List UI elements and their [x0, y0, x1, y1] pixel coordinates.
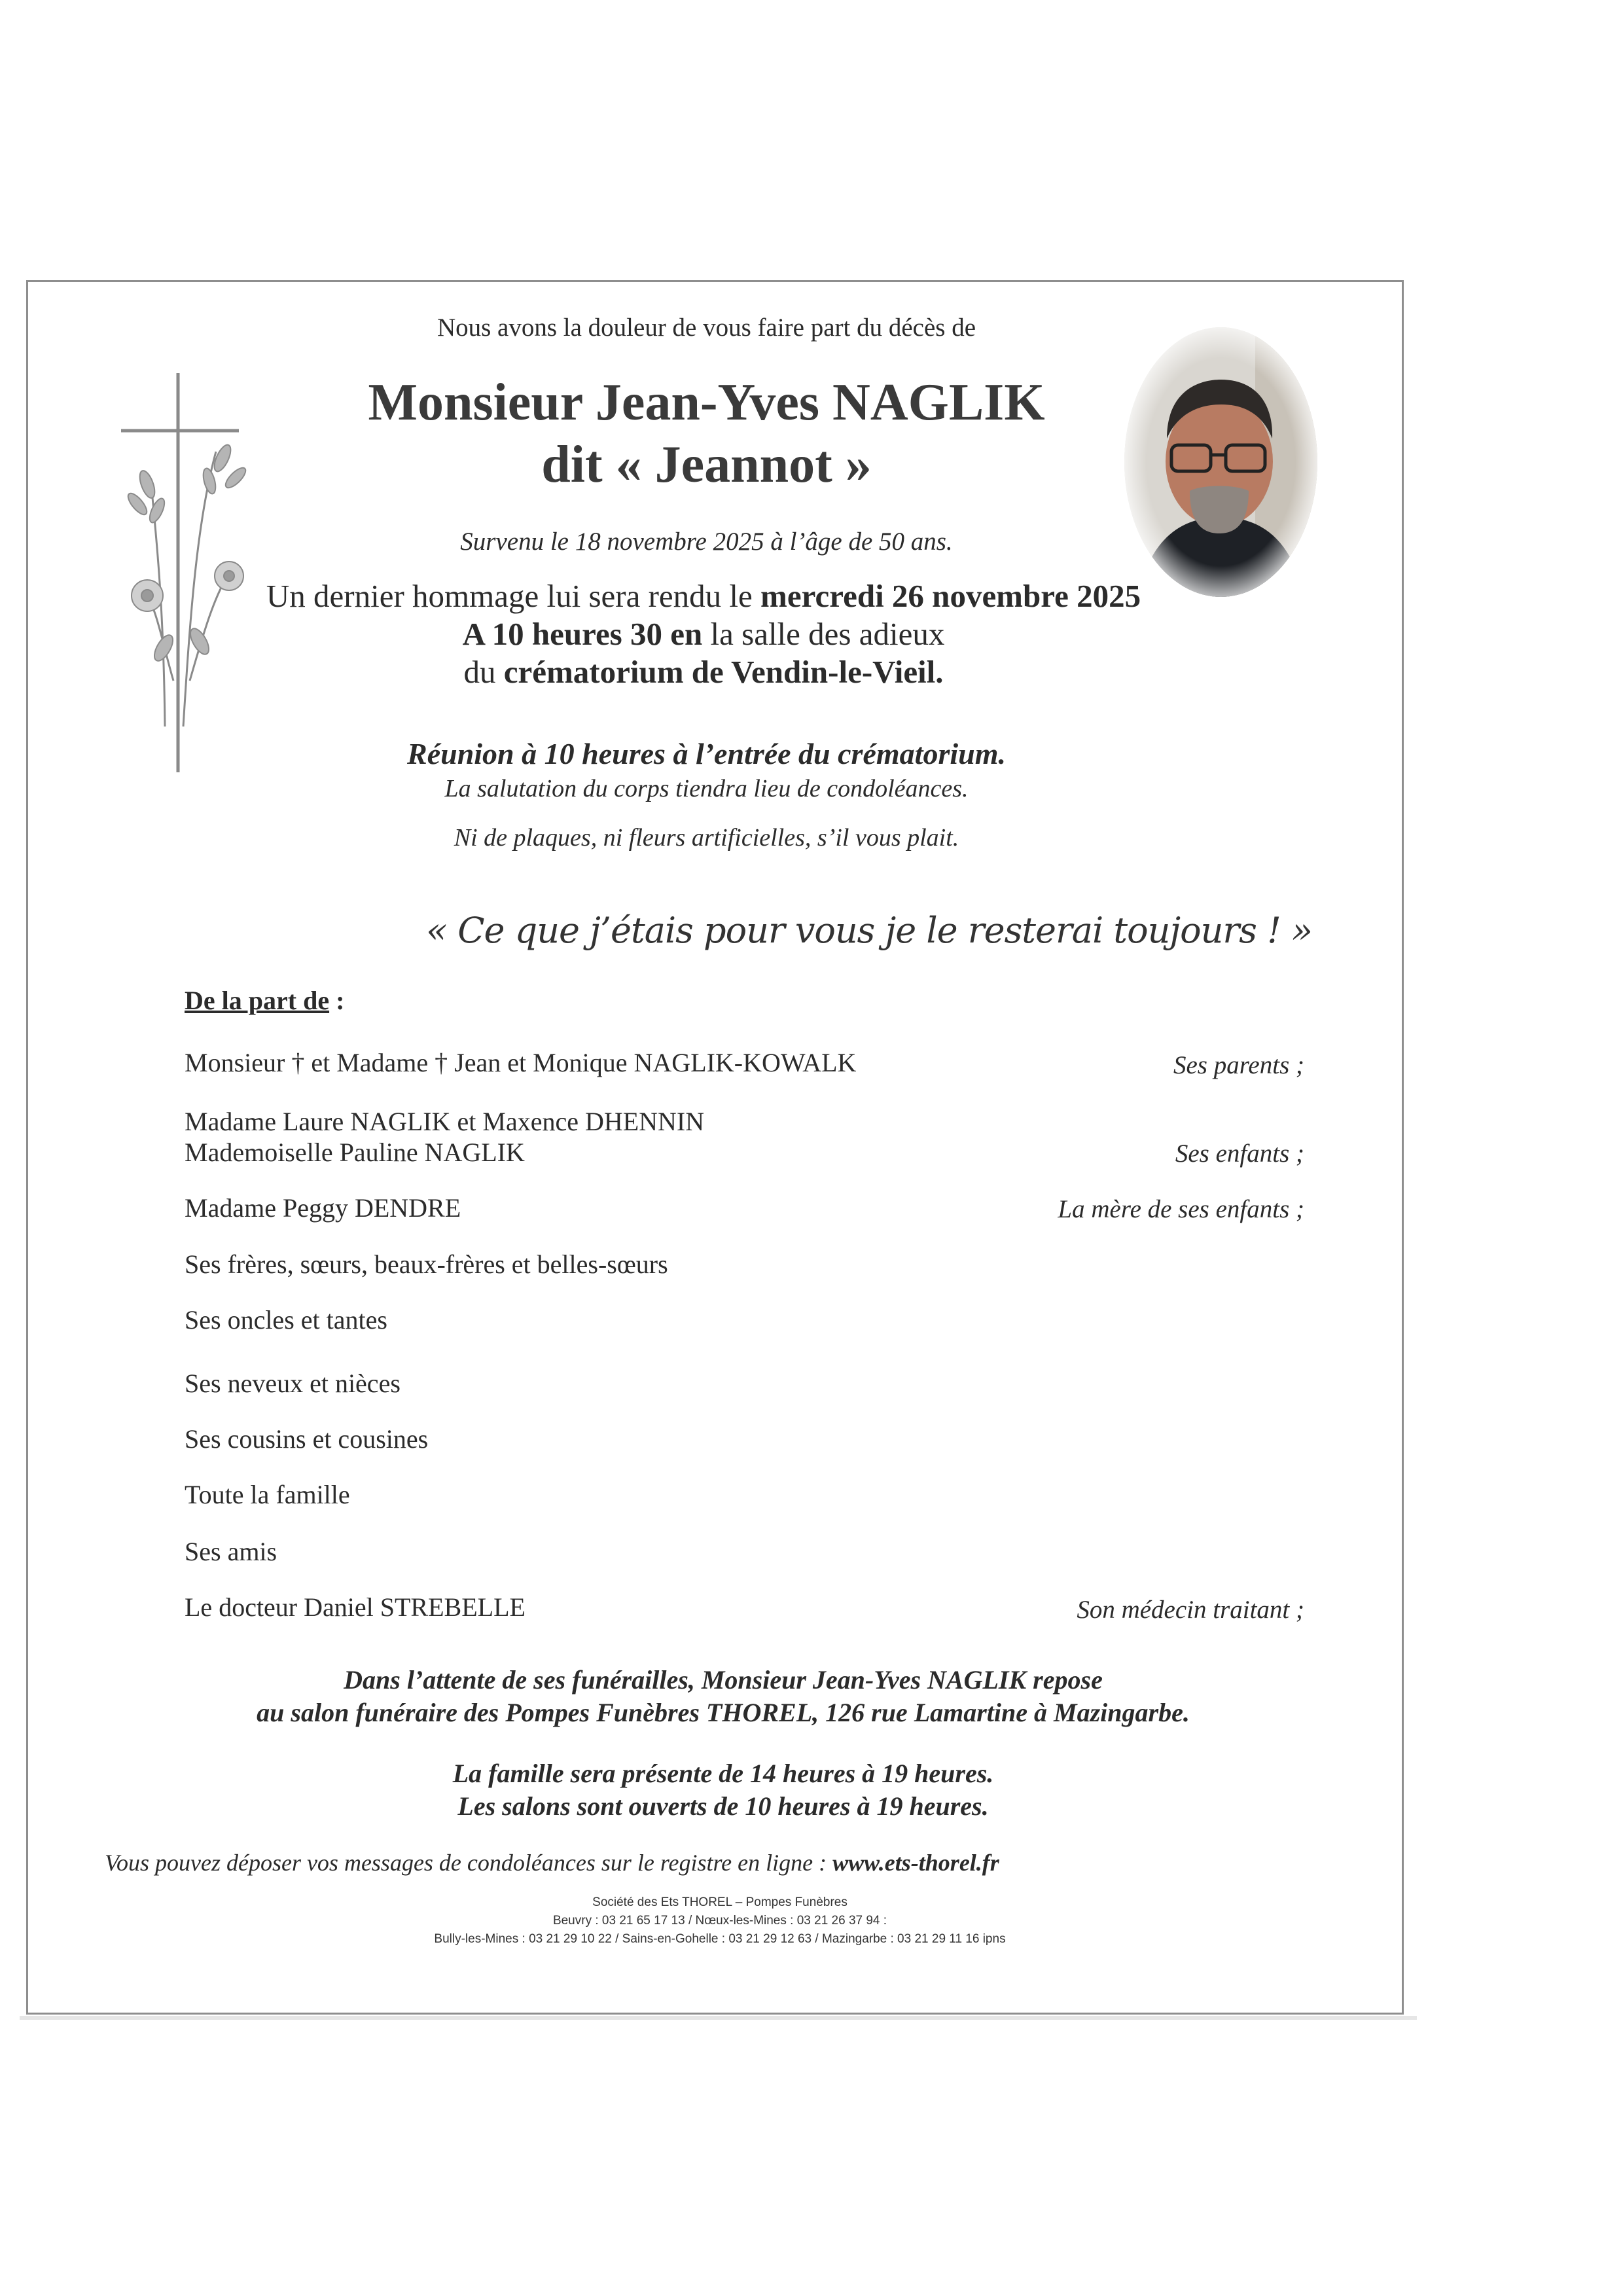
visiting-hours [0, 1757, 1446, 1823]
footer-line-3: Bully-les-Mines : 03 21 29 10 22 / Sains-en-Gohelle : 03 21 29 12 63 / Mazingarbe : 03 21 29 11 16 ipns [434, 1932, 1006, 1946]
company-footer [0, 1893, 1440, 1948]
ceremony-place: crématorium de Vendin-le-Vieil. [503, 654, 944, 690]
scan-edge-shadow [20, 2016, 1417, 2020]
family-entry-name: Ses neveux et nièces [185, 1369, 401, 1398]
flowers-note: Ni de plaques, ni fleurs artificielles, s’il vous plait. [454, 824, 959, 852]
ceremony-room: la salle des adieux [702, 616, 945, 652]
family-heading-label: De la part de [185, 986, 330, 1015]
visiting-line-2: Les salons sont ouverts de 10 heures à 19 heures. [457, 1791, 989, 1821]
family-entry-name: Le docteur Daniel STREBELLE [185, 1592, 526, 1622]
family-entry-role: Ses enfants ; [1175, 1139, 1304, 1168]
family-entry-name: Monsieur † et Madame † Jean et Monique NAGLIK-KOWALK [185, 1048, 857, 1077]
family-entry-name: Ses amis [185, 1537, 277, 1566]
family-entry-name: Toute la famille [185, 1480, 350, 1509]
family-heading-suffix: : [329, 986, 345, 1015]
footer-line-2: Beuvry : 03 21 65 17 13 / Nœux-les-Mines : 03 21 26 37 94 : [552, 1914, 887, 1928]
family-entry-name: Madame Laure NAGLIK et Maxence DHENNIN [185, 1107, 705, 1136]
reunion-note: Réunion à 10 heures à l’entrée du crématorium. [407, 737, 1006, 770]
ceremony-line-3-prefix: du [463, 654, 504, 690]
family-entry-role: La mère de ses enfants ; [1058, 1195, 1304, 1223]
deceased-nickname: dit « Jeannot » [541, 436, 872, 493]
condolences-note [105, 1849, 999, 1876]
family-entry-name: Mademoiselle Pauline NAGLIK [185, 1138, 525, 1167]
family-entry-role: Ses parents ; [1173, 1051, 1304, 1079]
ceremony-line-2 [0, 615, 1407, 653]
repose-line-2: au salon funéraire des Pompes Funèbres THOREL, 126 rue Lamartine à Mazingarbe. [257, 1698, 1190, 1727]
deceased-name: Monsieur Jean-Yves NAGLIK [368, 374, 1045, 431]
family-entry-name: Ses cousins et cousines [185, 1424, 429, 1454]
cross-ornament-icon [118, 373, 275, 779]
family-entry-name: Madame Peggy DENDRE [185, 1193, 461, 1223]
memorial-quote: « Ce que j’étais pour vous je le resterai toujours ! » [426, 910, 1312, 951]
portrait-photo [1124, 327, 1317, 597]
ceremony-line-3 [0, 653, 1407, 691]
condolences-text: Vous pouvez déposer vos messages de condoléances sur le registre en ligne : [105, 1850, 833, 1876]
intro-text: Nous avons la douleur de vous faire part du décès de [437, 314, 976, 342]
repose-notice [0, 1664, 1446, 1729]
visiting-line-1: La famille sera présente de 14 heures à 19 heures. [452, 1759, 994, 1788]
family-entry-name: Ses oncles et tantes [185, 1305, 387, 1335]
ceremony-details [0, 577, 1407, 691]
footer-line-1: Société des Ets THOREL – Pompes Funèbres [592, 1895, 847, 1909]
ceremony-line-1-prefix: Un dernier hommage lui sera rendu le [266, 578, 761, 614]
website-link[interactable]: www.ets-thorel.fr [832, 1850, 999, 1876]
repose-line-1: Dans l’attente de ses funérailles, Monsieur Jean-Yves NAGLIK repose [344, 1665, 1103, 1695]
ceremony-date: mercredi 26 novembre 2025 [760, 578, 1141, 614]
family-entry-role: Son médecin traitant ; [1077, 1596, 1304, 1624]
date-of-death: Survenu le 18 novembre 2025 à l’âge de 50 ans. [460, 528, 953, 556]
family-heading [185, 985, 344, 1016]
portrait-image [1124, 327, 1317, 597]
ceremony-time: A 10 heures 30 en [462, 616, 703, 652]
salutation-note: La salutation du corps tiendra lieu de condoléances. [444, 775, 969, 802]
family-entry-name: Ses frères, sœurs, beaux-frères et belles-sœurs [185, 1249, 668, 1279]
